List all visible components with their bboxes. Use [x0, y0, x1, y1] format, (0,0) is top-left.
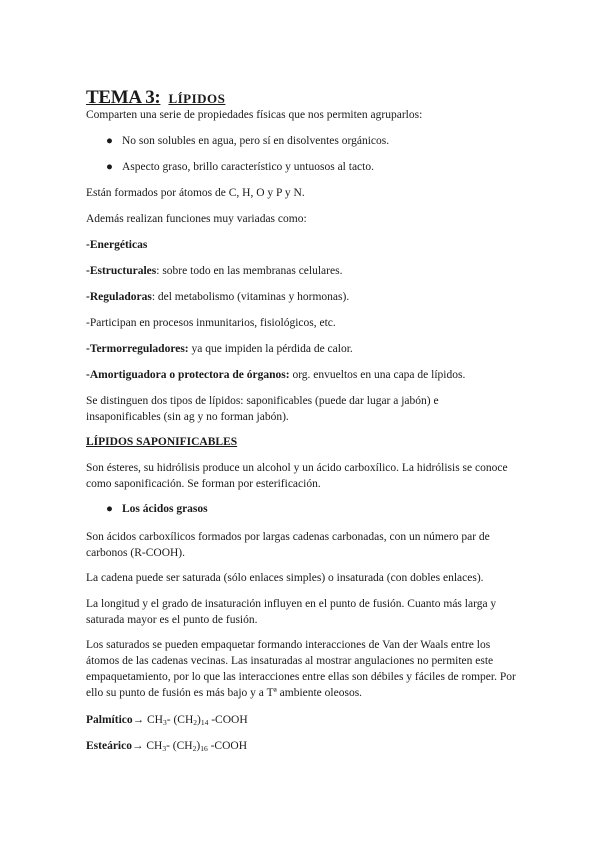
section-heading	[86, 434, 516, 450]
formula-estearico: Esteárico→ $CH_3-$ $(CH_2)_{16}$ -COOH	[86, 740, 247, 753]
functions-intro: Además realizan funciones muy variadas como:	[86, 213, 307, 225]
function-text: ya que impiden la pérdida de calor.	[188, 343, 353, 355]
page-title	[86, 74, 225, 111]
subsection-heading: Los ácidos grasos	[122, 503, 208, 515]
types-paragraph: Se distinguen dos tipos de lípidos: saponificables (puede dar lugar a jabón) e insaponificables (sin ag y no forman jabón).	[86, 395, 439, 423]
esters-paragraph: Son ésteres, su hidrólisis produce un alcohol y un ácido carboxílico. La hidrólisis se conoce como saponificación. Se forman por esterificación.	[86, 462, 508, 490]
bullet-icon: ●	[106, 503, 113, 515]
property-item: No son solubles en agua, pero sí en disolventes orgánicos.	[122, 135, 390, 147]
section-heading-text: LÍPIDOS SAPONIFICABLES	[86, 436, 238, 448]
function-label: -Energéticas	[86, 239, 148, 251]
melting-paragraph: La longitud y el grado de insaturación influyen en el punto de fusión. Cuanto más larga y saturada mayor es el punto de fusión.	[86, 598, 497, 626]
title-tema: TEMA 3:	[86, 87, 161, 108]
intro-paragraph: Comparten una serie de propiedades físicas que nos permiten agruparlos:	[86, 109, 423, 121]
function-text: org. envueltos en una capa de lípidos.	[289, 369, 466, 381]
function-inmunitarios: -Participan en procesos inmunitarios, fisiológicos, etc.	[86, 317, 336, 329]
function-amortiguadora	[86, 367, 516, 383]
arrow-icon: →	[132, 714, 145, 726]
arrow-icon: →	[131, 740, 144, 752]
function-energeticas	[86, 237, 516, 253]
chain-paragraph: La cadena puede ser saturada (sólo enlaces simples) o insaturada (con dobles enlaces).	[86, 572, 484, 584]
function-label: -Estructurales	[86, 265, 157, 277]
function-label: -Termorreguladores:	[86, 343, 189, 355]
formula-palmitico: Palmítico→ $CH_3-$ $(CH_2)_{14}$ -COOH	[86, 714, 248, 727]
function-termorreguladores	[86, 341, 516, 357]
function-text: : del metabolismo (vitaminas y hormonas).	[151, 291, 350, 303]
formula-label: Esteárico	[86, 740, 132, 752]
function-label: -Amortiguadora o protectora de órganos:	[86, 369, 290, 381]
bullet-icon: ●	[106, 135, 113, 147]
function-label: -Reguladoras	[86, 291, 152, 303]
title-name: LÍPIDOS	[168, 91, 226, 106]
bullet-icon: ●	[106, 161, 113, 173]
atoms-paragraph: Están formados por átomos de C, H, O y P y N.	[86, 187, 305, 199]
fatty-acid-definition: Son ácidos carboxílicos formados por largas cadenas carbonadas, con un número par de carbonos (R-COOH).	[86, 531, 490, 559]
property-item: Aspecto graso, brillo característico y untuosos al tacto.	[122, 161, 374, 173]
function-estructurales	[86, 263, 516, 279]
function-text: : sobre todo en las membranas celulares.	[156, 265, 343, 277]
function-reguladoras	[86, 289, 516, 305]
saturated-paragraph: Los saturados se pueden empaquetar formando interacciones de Van der Waals entre los átomos de las cadenas vecinas. Las insaturadas al mostrar angulaciones no permiten este empaquetamiento, por lo que las interacciones entre ellas son débiles y fáciles de romper. Por ello su punto de fusión es más bajo y a Tª ambiente oleosos.	[86, 639, 516, 699]
formula-label: Palmítico	[86, 714, 133, 726]
